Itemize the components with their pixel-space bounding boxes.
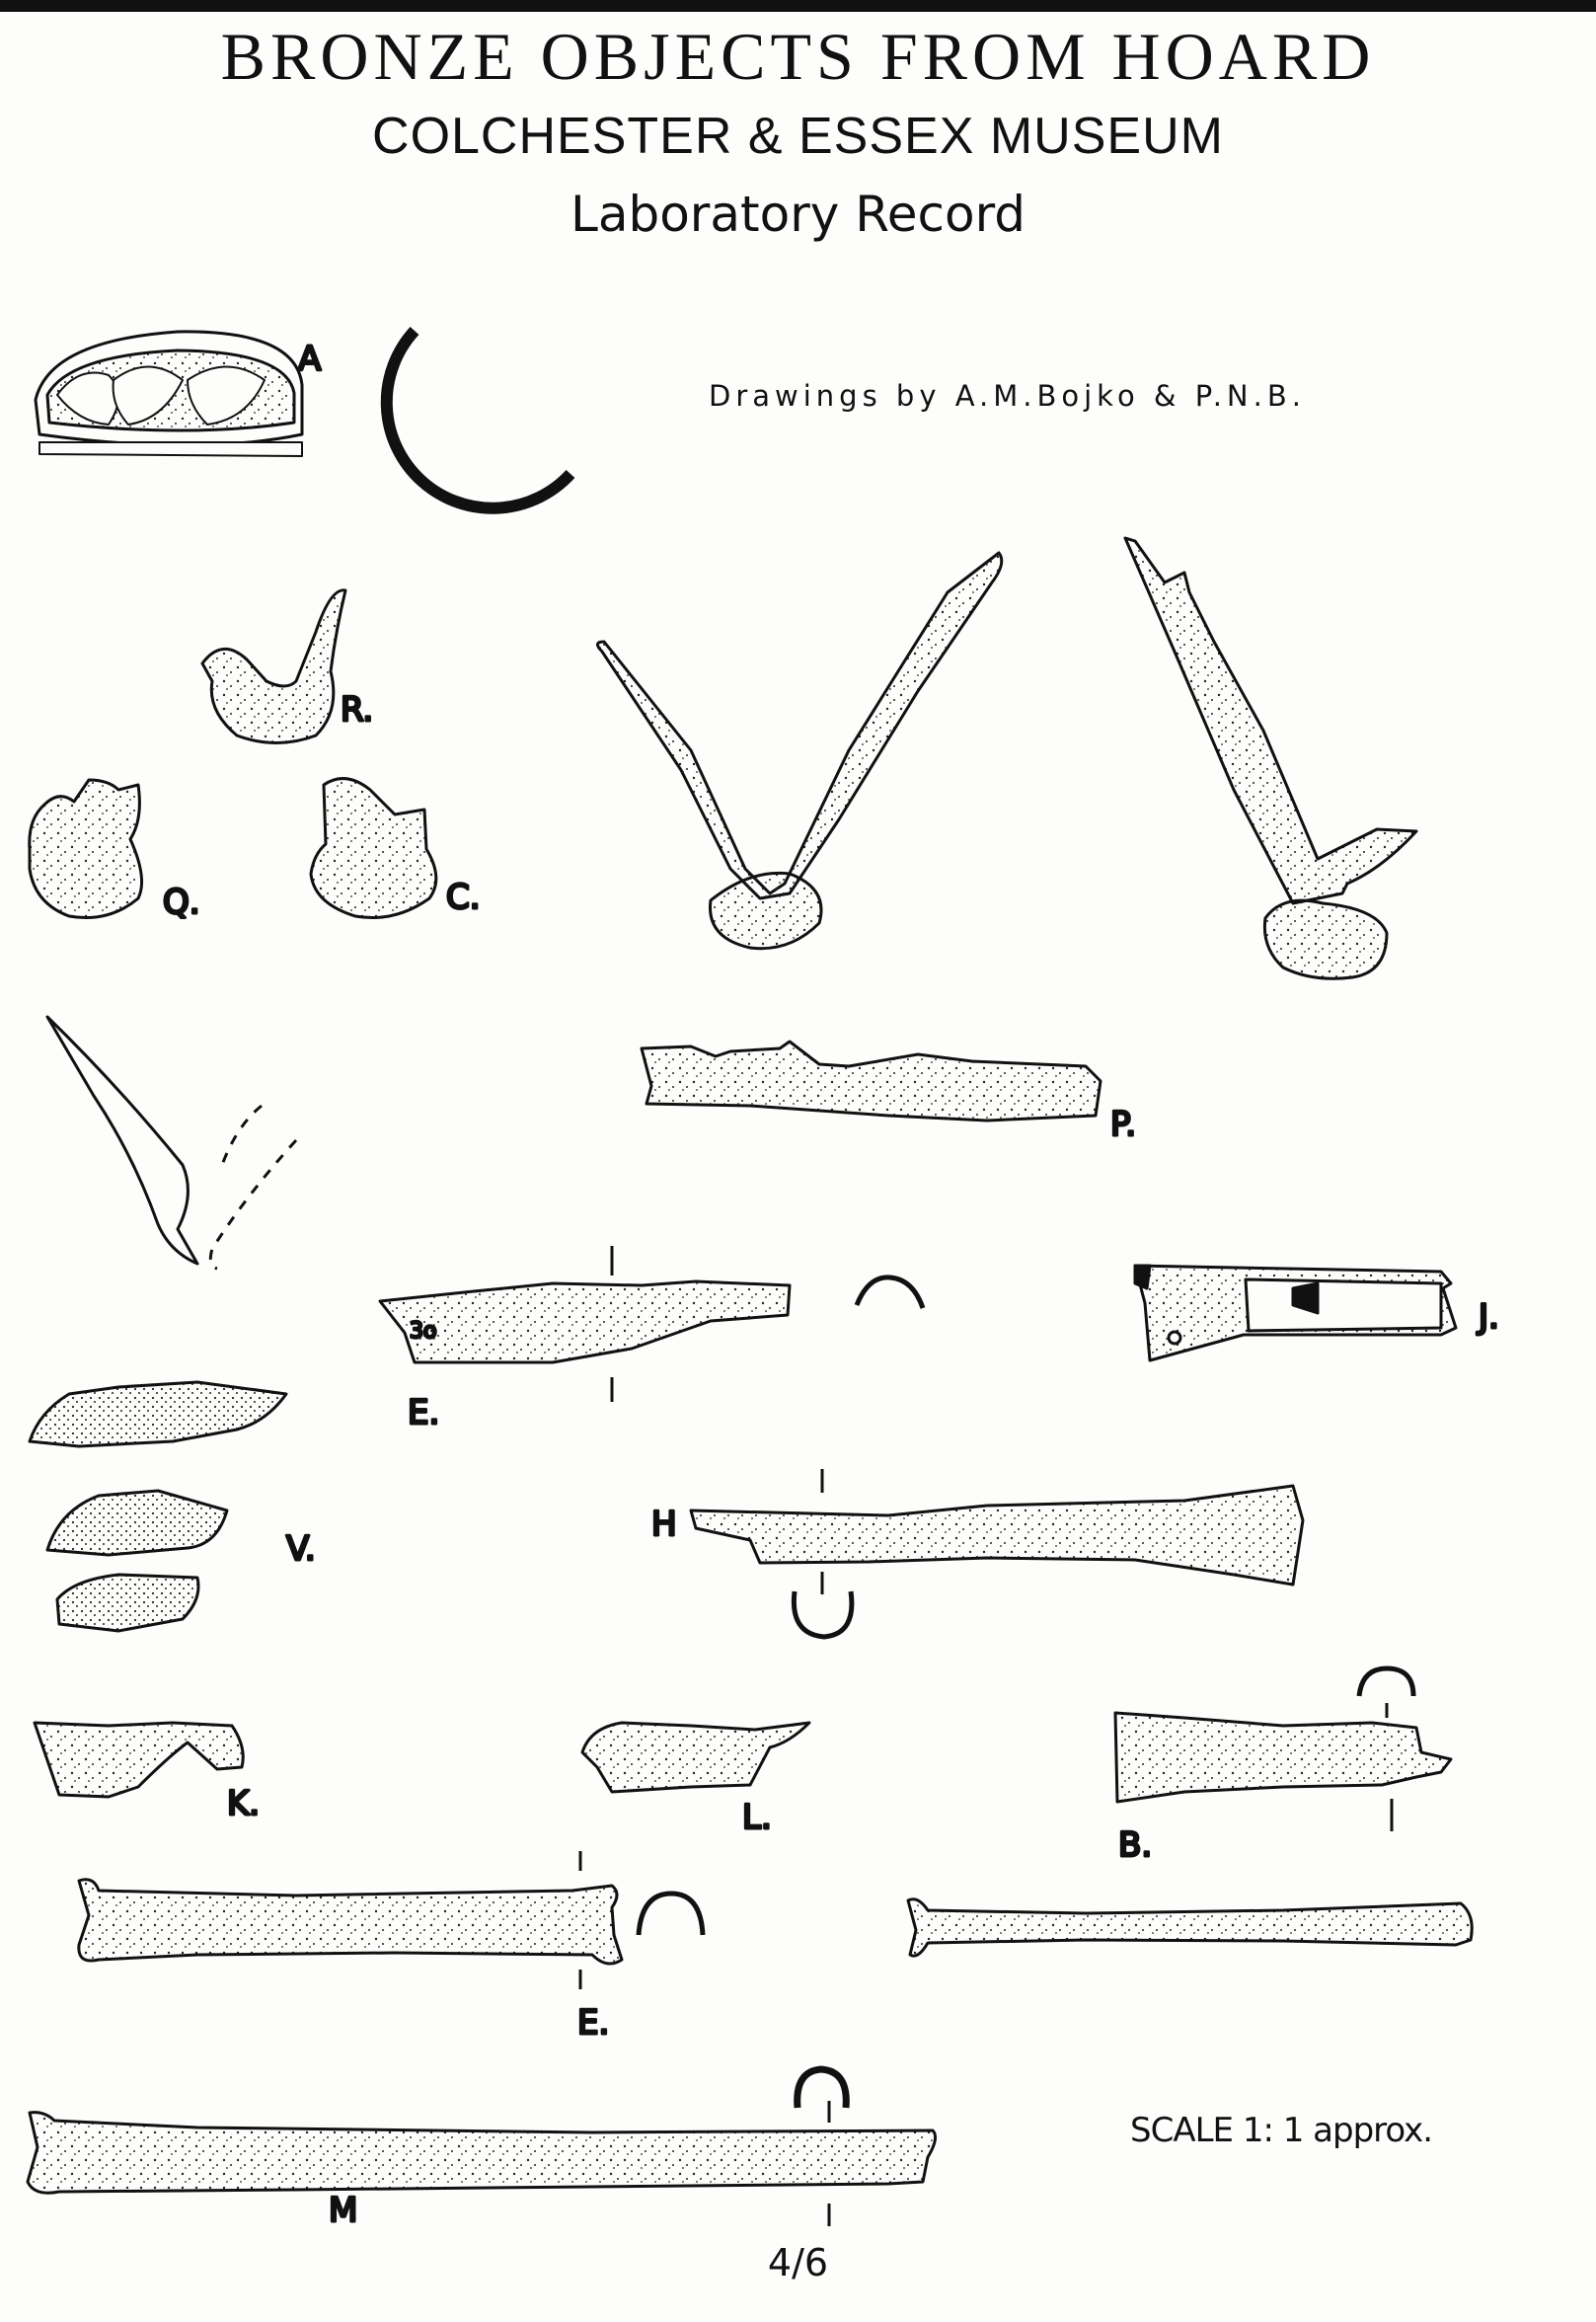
v-pin-object <box>597 553 1001 949</box>
object-k <box>35 1723 243 1797</box>
object-h <box>691 1486 1303 1585</box>
object-l <box>582 1723 809 1792</box>
label-m: M <box>329 2191 358 2230</box>
diagonal-pin-object <box>1125 538 1416 978</box>
label-q: Q. <box>163 883 200 922</box>
section-b <box>1359 1668 1413 1696</box>
label-r: R. <box>341 690 374 730</box>
object-e-lower <box>79 1880 622 1964</box>
scale-note: SCALE 1: 1 approx. <box>1130 2111 1433 2150</box>
object-e-upper <box>380 1281 790 1362</box>
label-a: A <box>298 340 322 379</box>
section-h <box>794 1591 852 1637</box>
label-h: H <box>651 1505 677 1544</box>
drawing-credit: Drawings by A.M.Bojko & P.N.B. <box>709 379 1306 413</box>
unlabeled-rod <box>908 1899 1472 1956</box>
label-k: K. <box>227 1784 261 1823</box>
museum-name: COLCHESTER & ESSEX MUSEUM <box>372 108 1224 165</box>
label-l: L. <box>742 1798 772 1837</box>
object-p <box>642 1042 1101 1121</box>
section-m <box>798 2069 847 2108</box>
page-number: 4/6 <box>767 2241 829 2284</box>
ring-section <box>387 331 570 508</box>
label-p: P. <box>1110 1105 1137 1144</box>
label-e-inner: 3o <box>410 1319 437 1344</box>
label-e-lower: E. <box>577 2003 610 2043</box>
record-type: Laboratory Record <box>570 186 1026 243</box>
object-q <box>30 780 142 918</box>
curved-pin-outline <box>47 1017 296 1269</box>
label-b: B. <box>1118 1825 1153 1865</box>
object-c <box>311 779 436 918</box>
object-v-fragments <box>30 1382 286 1631</box>
label-j: J. <box>1479 1297 1499 1337</box>
object-j <box>1135 1266 1456 1360</box>
object-r <box>202 590 345 743</box>
label-v: V. <box>286 1529 316 1569</box>
label-e-upper: E. <box>408 1393 440 1432</box>
object-b <box>1115 1713 1451 1802</box>
object-m <box>28 2113 936 2194</box>
section-e-upper <box>857 1277 923 1308</box>
document-title: BRONZE OBJECTS FROM HOARD <box>220 19 1376 94</box>
object-a-plaque <box>36 332 302 456</box>
section-e-lower <box>639 1894 703 1935</box>
label-c: C. <box>446 878 481 917</box>
